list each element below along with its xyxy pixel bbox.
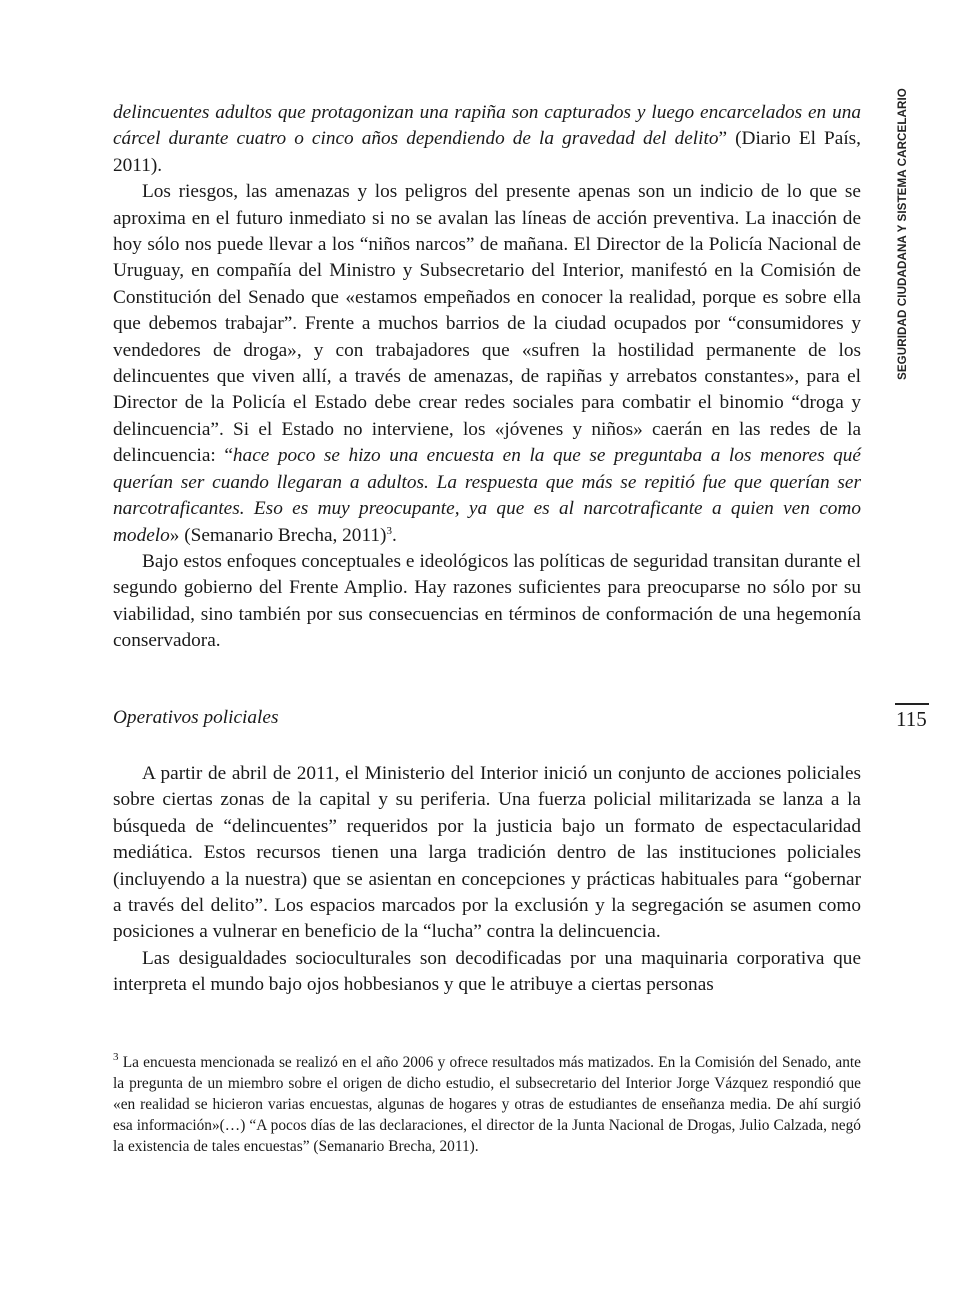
paragraph-risks: Los riesgos, las amenazas y los peligros del presente apenas son un indicio de lo que se aproxima en el futuro inmediato si no se avalan las líneas de acción preventiva. La inacción de hoy sólo nos puede llevar a los “niños narcos” de mañana. El Director de la Policía Nacional de Uruguay, en compañía del Ministro y Subsecretario del Interior, manifestó en la Comisión de Constitución del Senado que «estamos empeñados en conocer la realidad, porque es sobre ella que debemos trabajar”. Frente a muchos barrios de la ciudad ocupados por “consumidores y vendedores de droga», y con trabajadores que «sufren la hostilidad permanente de los delincuentes que viven allí, a través de amenazas, de rapiñas y arrebatos constantes», para el Director de la Policía el Estado debe crear redes sociales para combatir el binomio “droga y delincuencia”. Si el Estado no interviene, los «jóvenes y niños» caerán en las redes de la delincuencia: “hace poco se hizo una encuesta en la que se preguntaba a los menores qué querían ser cuando llegaran a adultos. La respuesta que más se repitió fue que querían ser narcotraficantes. Eso es muy preocupante, ya que es al narcotraficante a quien ven como modelo» (Semanario Brecha, 2011)$^3$.: [113, 181, 861, 546]
footnote-reference[interactable]: 3: [386, 524, 392, 537]
footnote-mark: 3: [113, 1051, 119, 1063]
paragraph-operations: A partir de abril de 2011, el Ministerio del Interior inició un conjunto de acciones policiales sobre ciertas zonas de la capital y su periferia. Una fuerza policial militarizada se lanza a la búsqueda de “delincuentes” requeridos por la justicia bajo un formato de espectacularidad mediática. Estos recursos tienen una larga tradición dentro de las instituciones policiales (incluyendo a la nuestra) que se asientan en concepciones y prácticas habituales para “gobernar a través del delito”. Los espacios marcados por la exclusión y la segregación se asumen como posiciones a vulnerar en beneficio de la “lucha” contra la delincuencia.: [113, 763, 861, 943]
page-number: 115: [896, 707, 927, 731]
footnote: $^3$ La encuesta mencionada se realizó en el año 2006 y ofrece resultados más matizados. En la Comisión del Senado, ante la pregunta de un miembro sobre el origen de dicho estudio, el subsecretario del Interior Jorge Vázquez respondió que «en realidad se hicieron varias encuestas, algunas de hogares y otras de estudiantes de enseñanza media. De ahí surgió esa información»(…) “A pocos días de las declaraciones, el director de la Junta Nacional de Drogas, Julio Calzada, negó la existencia de tales encuestas” (Semanario Brecha, 2011).: [113, 1051, 861, 1155]
paragraph-inequalities: Las desigualdades socioculturales son decodificadas por una maquinaria corporativa que interpreta el mundo bajo ojos hobbesianos y que le atribuye a ciertas personas: [113, 947, 861, 996]
page-number-rule: [895, 703, 929, 705]
paragraph-quote-end: delincuentes adultos que protagonizan una rapiña son capturados y luego encarcelados en una cárcel durante cuatro o cinco años dependiendo de la gravedad del delito” (Diario El País, 2011).: [113, 102, 861, 176]
paragraph-approaches: Bajo estos enfoques conceptuales e ideológicos las políticas de seguridad transitan durante el segundo gobierno del Frente Amplio. Hay razones suficientes para preocuparse no sólo por su viabilidad, sino también por sus consecuencias en términos de conformación de una hegemonía conservadora.: [113, 550, 861, 652]
body-text-bottom: [113, 761, 861, 999]
section-heading: Operativos policiales: [113, 707, 279, 728]
body-text-top: [113, 100, 861, 655]
running-head: SEGURIDAD CIUDADANA Y SISTEMA CARCELARIO: [896, 88, 909, 380]
